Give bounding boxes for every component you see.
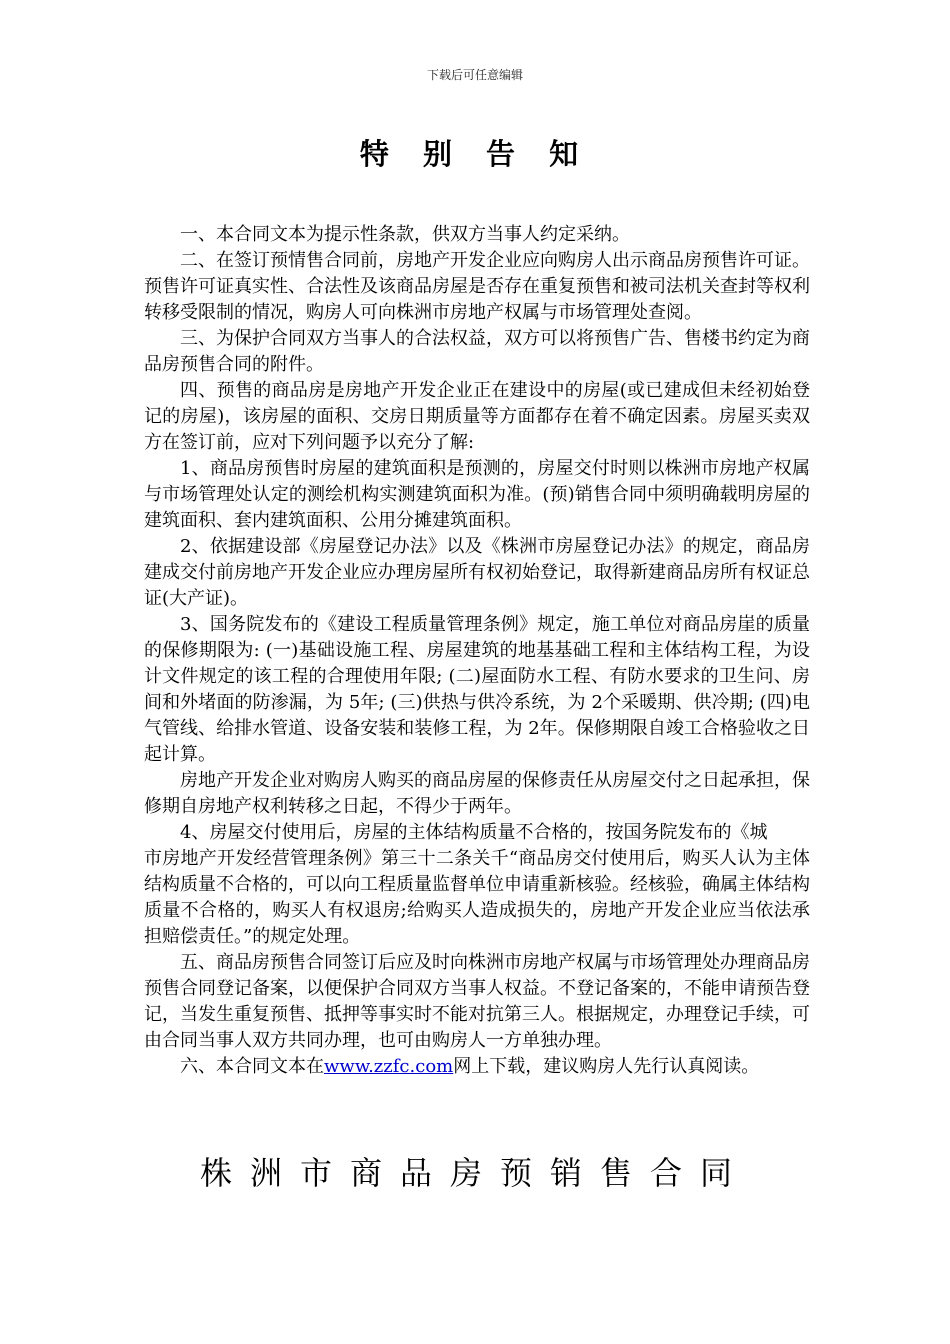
website-link[interactable]: www.zzfc.com	[324, 1056, 454, 1077]
paragraph-11: 五、商品房预售合同签订后应及时向株洲市房地产权属与市场管理处办理商品房预售合同登记备案，以便保护合同双方当事人权益。不登记备案的，不能申请预告登记，当发生重复预售、抵押等事实时不能对抗第三人。根据规定，办理登记手续，可由合同当事人双方共同办理，也可由购房人一方单独办理。	[144, 952, 810, 1051]
paragraph-9: 4、房屋交付使用后，房屋的主体结构质量不合格的，按国务院发布的《城	[180, 822, 768, 843]
paragraph-3: 三、为保护合同双方当事人的合法权益，双方可以将预售广告、售楼书约定为商品房预售合同的附件。	[144, 328, 810, 375]
paragraph-7: 3、国务院发布的《建设工程质量管理条例》规定，施工单位对商品房崖的质量的保修期限为: (一)基础设施工程、房屋建筑的地基基础工程和主体结构工程，为设计文件规定的该工程的合理使用年限; (二)屋面防水工程、有防水要求的卫生问、房间和外堵面的防渗漏，为 5年; (三)供热与供冷系统，为 2个采暖期、供冷期; (四)电气管线、给排水管道、设备安装和装修工程，为 2年。保修期限自竣工合格验收之日起计算。	[144, 614, 810, 765]
paragraph-2: 二、在签订预情售合同前，房地产开发企业应向购房人出示商品房预售许可证。预售许可证真实性、合法性及该商品房屋是否存在重复预售和被司法机关查封等权利转移受限制的情况，购房人可向株洲市房地产权属与市场管理处查阅。	[144, 250, 810, 323]
paragraph-1: 一、本合同文本为提示性条款，供双方当事人约定采纳。	[180, 224, 630, 245]
notice-body	[144, 222, 810, 1080]
contract-title: 株洲市商品房预销售合同	[199, 1154, 750, 1192]
page-title: 特 别 告 知	[359, 137, 591, 171]
paragraph-12	[144, 1054, 810, 1080]
paragraph-10: 市房地产开发经营管理条例》第三十二条关千“商品房交付使用后，购买人认为主体结构质量不合格的，可以向工程质量监督单位申请重新核验。经核验，确属主体结构质量不合格的，购买人有权退房;给购买人造成损失的，房地产开发企业应当依法承担赔偿责任。”的规定处理。	[144, 848, 810, 947]
paragraph-8: 房地产开发企业对购房人购买的商品房屋的保修责任从房屋交付之日起承担，保修期自房地产权利转移之日起，不得少于两年。	[144, 770, 810, 817]
paragraph-4: 四、预售的商品房是房地产开发企业正在建设中的房屋(或已建成但未经初始登记的房屋)，该房屋的面积、交房日期质量等方面都存在着不确定因素。房屋买卖双方在签订前，应对下列问题予以充分了解:	[144, 380, 810, 453]
paragraph-5: 1、商品房预售时房屋的建筑面积是预测的，房屋交付时则以株洲市房地产权属与市场管理处认定的测绘机构实测建筑面积为准。(预)销售合同中须明确载明房屋的建筑面积、套内建筑面积、公用分摊建筑面积。	[144, 458, 810, 531]
paragraph-12-text-after: 网上下载，建议购房人先行认真阅读。	[453, 1056, 760, 1077]
paragraph-12-text-before: 六、本合同文本在	[180, 1056, 324, 1077]
paragraph-6: 2、依据建设部《房屋登记办法》以及《株洲市房屋登记办法》的规定，商品房建成交付前房地产开发企业应办理房屋所有权初始登记，取得新建商品房所有权证总证(大产证)。	[144, 536, 810, 609]
header-note: 下载后可任意编辑	[426, 68, 523, 82]
